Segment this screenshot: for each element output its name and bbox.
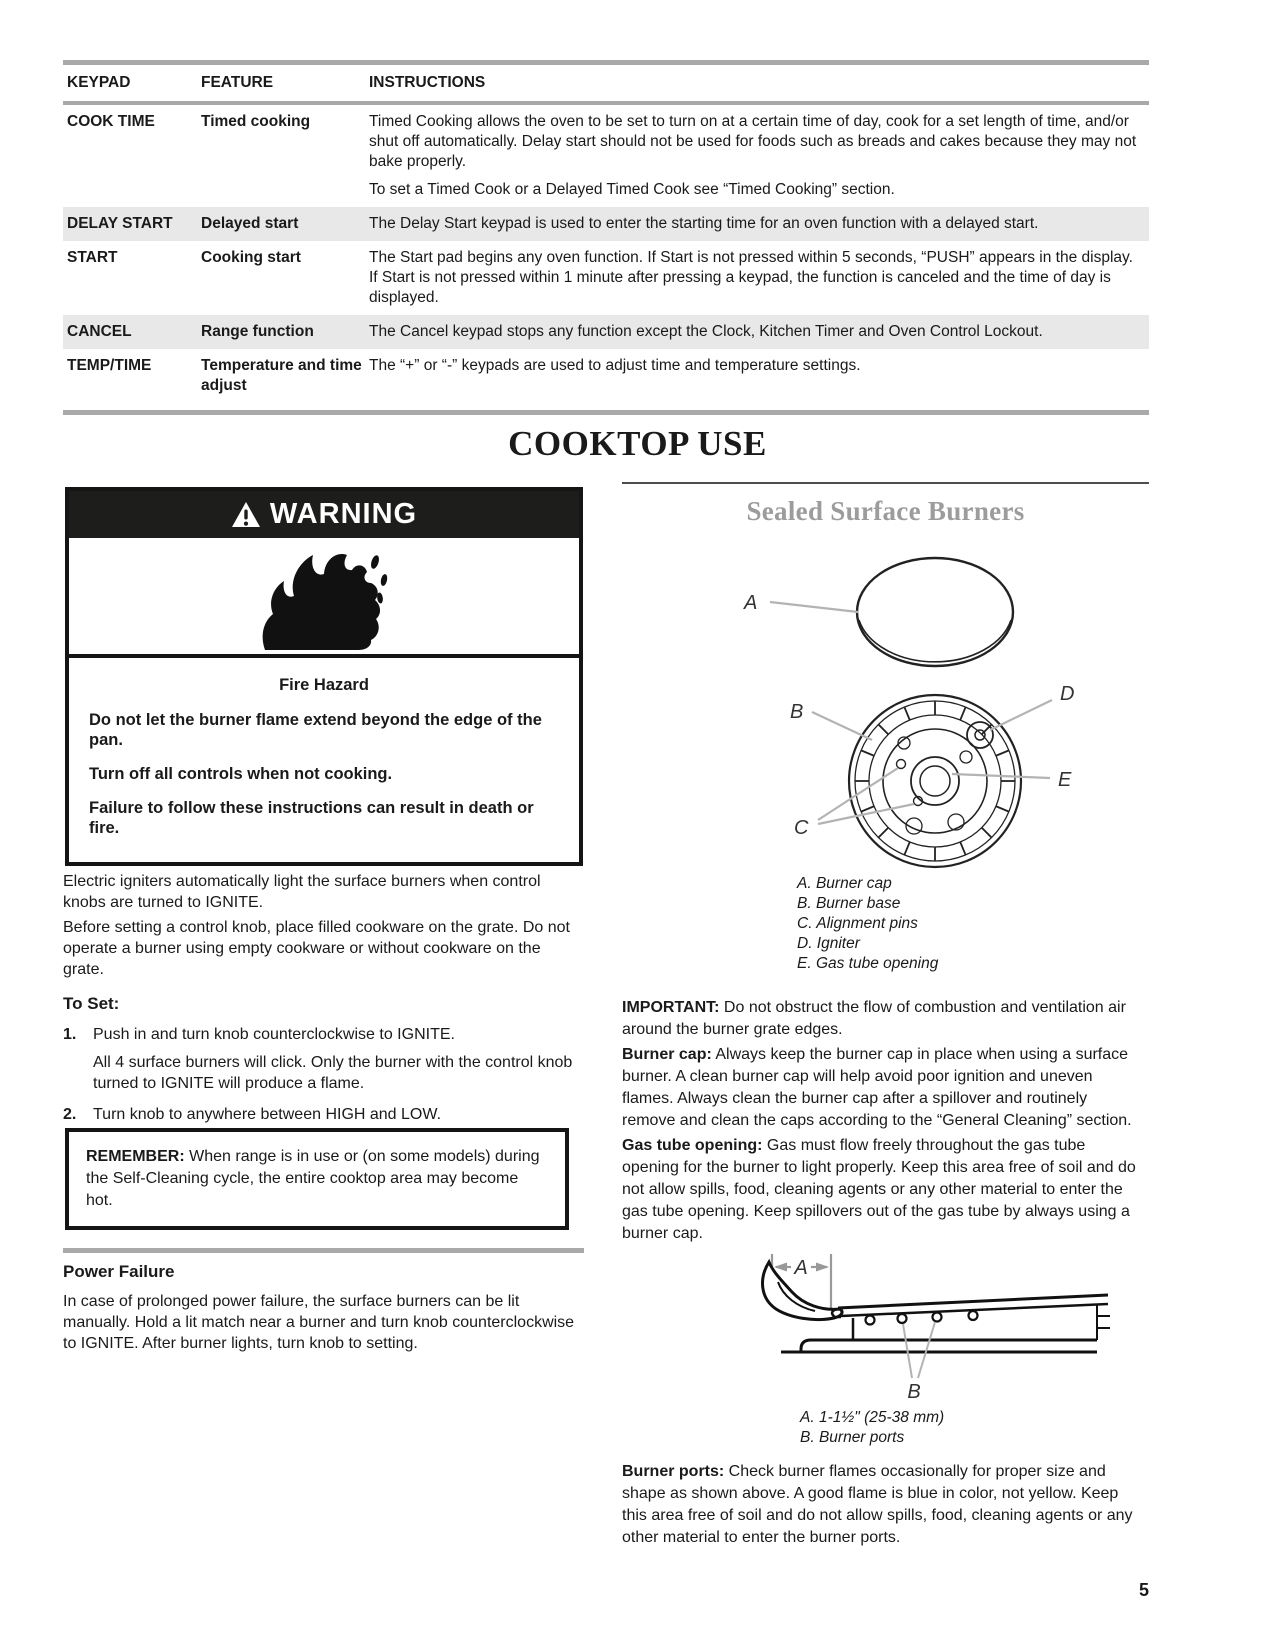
burner-flame-diagram <box>745 1252 1110 1402</box>
step-text: Turn knob to anywhere between HIGH and LOW. <box>93 1106 442 1123</box>
table-row <box>63 315 1149 349</box>
to-set-step <box>63 1104 591 1125</box>
burner-ports-label: Burner ports: <box>622 1463 725 1480</box>
to-set-heading: To Set: <box>63 994 120 1013</box>
burner-ports-text: Check burner flames occasionally for proper size and shape as shown above. A good flame is blue in color, not yellow. Keep this area free of soil and do not allow spills, food, cleaning agents or any other material to enter the burner ports. <box>622 1463 1133 1546</box>
warning-box <box>65 487 583 866</box>
legend-item: B. Burner ports <box>800 1429 905 1446</box>
right-column-rule <box>622 482 1149 484</box>
warning-line: Turn off all controls when not cooking. <box>89 765 393 783</box>
burner-cap-text: Always keep the burner cap in place when using a surface burner. A clean burner cap will help avoid poor ignition and uneven flames. Always clean the burner cap after a spillover and routinely remove and clean the caps according to the “General Cleaning” section. <box>622 1046 1132 1129</box>
power-failure-divider <box>63 1248 584 1253</box>
gas-tube-label: Gas tube opening: <box>622 1137 763 1154</box>
power-failure-heading: Power Failure <box>63 1262 175 1281</box>
remember-box <box>65 1128 569 1230</box>
instruction-paragraph: The “+” or “-” keypads are used to adjust time and temperature settings. <box>369 357 861 374</box>
table-header-row <box>63 65 1149 101</box>
flame-diagram-drawing <box>745 1252 1110 1402</box>
legend-item: A. 1-1½" (25-38 mm) <box>800 1409 945 1426</box>
feature-cell: Range function <box>201 323 314 340</box>
flame-diagram-legend <box>800 1408 1100 1448</box>
warning-line: Failure to follow these instructions can result in death or fire. <box>89 799 534 837</box>
table-row <box>63 349 1149 403</box>
diagram-label-b: B <box>790 701 804 723</box>
legend-item: B. Burner base <box>797 895 901 912</box>
burner-cap-note <box>622 1044 1144 1132</box>
burner-diagram-drawing <box>622 538 1149 878</box>
to-set-section <box>63 993 591 1132</box>
burner-ports-section <box>622 1461 1144 1552</box>
gas-tube-note <box>622 1135 1144 1245</box>
step-number: 1. <box>63 1026 77 1043</box>
to-set-step <box>63 1024 591 1045</box>
feature-cell: Temperature and time adjust <box>201 357 362 394</box>
instructions-cell <box>369 112 1149 200</box>
diagram-label-d: D <box>1060 683 1075 705</box>
diagram-label-c: C <box>794 817 809 839</box>
step-text: Push in and turn knob counterclockwise to IGNITE. <box>93 1026 455 1043</box>
diagram-label-a: A <box>744 592 758 614</box>
legend-item: A. Burner cap <box>797 875 892 892</box>
flame-icon <box>258 550 390 650</box>
table-row <box>63 105 1149 207</box>
hazard-title: Fire Hazard <box>279 676 369 694</box>
legend-item: E. Gas tube opening <box>797 955 939 972</box>
warning-header-label: WARNING <box>269 498 418 530</box>
instructions-cell <box>369 214 1149 234</box>
column-header-instructions: INSTRUCTIONS <box>369 74 486 91</box>
keypad-cell: TEMP/TIME <box>67 357 152 374</box>
step-number: 2. <box>63 1106 77 1123</box>
gas-tube-text: Gas must flow freely throughout the gas tube opening for the burner to light properly. Keep this area free of soil and do not allow spills, food, cleaning agents or any other material to enter the gas tube opening. Keep spillovers out of the gas tube by always using a burner cap. <box>622 1137 1136 1242</box>
instructions-cell <box>369 356 1149 376</box>
table-row <box>63 207 1149 241</box>
power-failure-text: In case of prolonged power failure, the surface burners can be lit manually. Hold a lit match near a burner and turn knob counterclockwise to IGNITE. After burner lights, turn knob to setting. <box>63 1293 575 1352</box>
warning-body <box>69 658 579 862</box>
sealed-burner-diagram <box>622 538 1149 878</box>
power-failure-section <box>63 1261 587 1358</box>
burner-ports-note <box>622 1461 1144 1549</box>
instruction-paragraph: The Cancel keypad stops any function except the Clock, Kitchen Timer and Oven Control Lockout. <box>369 323 1043 340</box>
instruction-paragraph: The Delay Start keypad is used to enter the starting time for an oven function with a delayed start. <box>369 215 1039 232</box>
flame-diagram-label-b: B <box>907 1381 921 1402</box>
intro-paragraph: Electric igniters automatically light the surface burners when control knobs are turned to IGNITE. <box>63 873 541 911</box>
warning-triangle-icon <box>231 501 261 528</box>
instructions-cell <box>369 248 1149 308</box>
keypad-cell: START <box>67 249 118 266</box>
legend-item: C. Alignment pins <box>797 915 918 932</box>
legend-item: D. Igniter <box>797 935 860 952</box>
keypad-cell: COOK TIME <box>67 113 155 130</box>
igniter-intro <box>63 871 583 984</box>
keypad-cell: DELAY START <box>67 215 173 232</box>
important-text: Do not obstruct the flow of combustion and ventilation air around the burner grate edges. <box>622 999 1126 1038</box>
burner-care-paragraphs <box>622 997 1144 1248</box>
warning-header <box>69 491 579 538</box>
feature-cell: Cooking start <box>201 249 301 266</box>
section-divider <box>63 410 1149 415</box>
remember-text: When range is in use or (on some models) during the Self-Cleaning cycle, the entire cooktop area may become hot. <box>86 1148 540 1209</box>
instruction-paragraph: Timed Cooking allows the oven to be set to turn on at a certain time of day, cook for a set length of time, and/or shut off automatically. Delay start should not be used for foods such as breads and cakes because they may not bake properly. <box>369 113 1137 170</box>
column-header-keypad: KEYPAD <box>67 74 131 91</box>
remember-label: REMEMBER: <box>86 1148 185 1165</box>
instruction-paragraph: To set a Timed Cook or a Delayed Timed Cook see “Timed Cooking” section. <box>369 181 895 198</box>
column-header-feature: FEATURE <box>201 74 274 91</box>
instruction-paragraph: The Start pad begins any oven function. If Start is not pressed within 5 seconds, “PUSH” appears in the display. If Start is not pressed within 1 minute after pressing a keypad, the function is canceled and the time of day is displayed. <box>369 249 1133 306</box>
step-detail: All 4 surface burners will click. Only the burner with the control knob turned to IGNITE will produce a flame. <box>93 1054 573 1092</box>
page-title: COOKTOP USE <box>508 424 767 463</box>
fire-hazard-illustration <box>69 538 579 654</box>
sealed-burners-heading: Sealed Surface Burners <box>746 496 1025 526</box>
feature-cell: Timed cooking <box>201 113 311 130</box>
warning-line: Do not let the burner flame extend beyond the edge of the pan. <box>89 711 542 749</box>
burner-cap-label: Burner cap: <box>622 1046 712 1063</box>
flame-diagram-label-a: A <box>794 1257 808 1279</box>
important-note <box>622 997 1144 1041</box>
keypad-cell: CANCEL <box>67 323 132 340</box>
diagram-label-e: E <box>1058 769 1072 791</box>
intro-paragraph: Before setting a control knob, place filled cookware on the grate. Do not operate a burner using empty cookware or without cookware on the grate. <box>63 919 570 978</box>
table-row <box>63 241 1149 315</box>
important-label: IMPORTANT: <box>622 999 720 1016</box>
burner-diagram-legend <box>797 874 1137 974</box>
feature-cell: Delayed start <box>201 215 299 232</box>
keypad-feature-table <box>63 60 1149 403</box>
instructions-cell <box>369 322 1149 342</box>
page-number: 5 <box>1138 1580 1149 1600</box>
